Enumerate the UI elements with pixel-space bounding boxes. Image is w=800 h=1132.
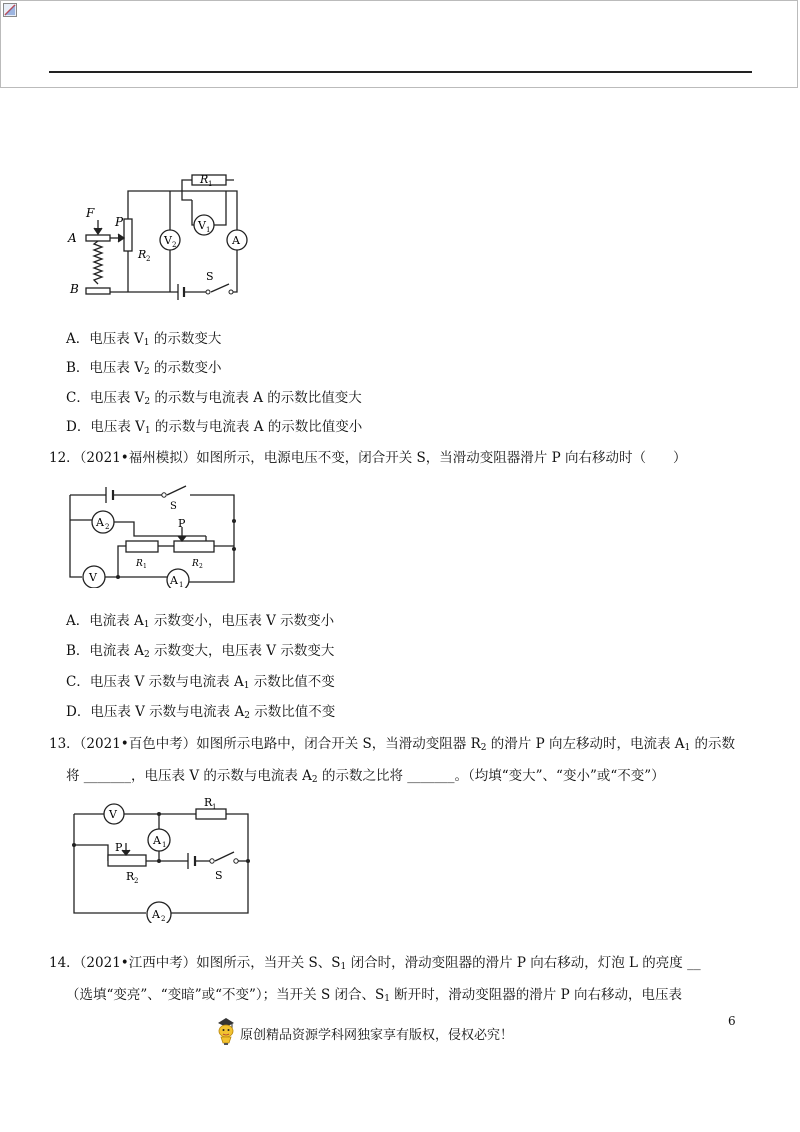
q11-option-d: D．电压表 $V_1$ 的示数与电流表 A 的示数比值变小 xyxy=(66,419,363,436)
svg-text:R: R xyxy=(136,559,143,569)
q12-option-c: C．电压表 V 示数与电流表 $A_1$ 示数比值不变 xyxy=(66,674,335,691)
q13-stem-line1: 13．（2021•百色中考）如图所示电路中，闭合开关 S，当滑动变阻器 $R_2$ 的滑片 P 向左移动时，电流表 $A_1$ 的示数 xyxy=(49,736,736,753)
svg-text:R: R xyxy=(192,559,199,569)
q11-circuit-diagram xyxy=(66,168,256,302)
label-V2: V xyxy=(164,234,172,247)
svg-text:2: 2 xyxy=(172,241,177,249)
svg-text:V: V xyxy=(109,808,117,821)
svg-text:1: 1 xyxy=(143,563,147,570)
label-A-meter: A xyxy=(232,234,240,247)
document-icon xyxy=(3,3,17,17)
svg-text:1: 1 xyxy=(208,180,213,188)
svg-text:R: R xyxy=(204,796,213,809)
mascot-icon xyxy=(212,1016,240,1046)
svg-text:2: 2 xyxy=(105,523,110,531)
label-S: S xyxy=(206,270,214,283)
q14-stem-line1: 14．（2021•江西中考）如图所示，当开关 S、$S_1$ 闭合时，滑动变阻器的滑片 P 向右移动，灯泡 L 的亮度 __ xyxy=(49,955,701,972)
svg-text:A: A xyxy=(153,834,161,847)
page-header xyxy=(0,0,798,88)
svg-text:1: 1 xyxy=(179,581,184,588)
svg-text:A: A xyxy=(170,574,178,587)
svg-text:P: P xyxy=(115,841,123,854)
q12-option-d: D．电压表 V 示数与电流表 $A_2$ 示数比值不变 xyxy=(66,704,336,721)
header-rule xyxy=(49,71,752,73)
svg-text:1: 1 xyxy=(212,803,217,811)
svg-text:1: 1 xyxy=(206,226,211,234)
q14-stem-line2: （选填“变亮”、“变暗”或“不变”）；当开关 S 闭合、$S_1$ 断开时，滑动变阻器的滑片 P 向右移动，电压表 xyxy=(66,987,682,1004)
svg-text:A: A xyxy=(96,516,104,529)
page-number: 6 xyxy=(728,1014,736,1028)
label-R2: R xyxy=(138,248,147,261)
svg-text:1: 1 xyxy=(162,841,167,849)
q12-option-b: B．电流表 $A_2$ 示数变大，电压表 V 示数变大 xyxy=(66,643,335,660)
svg-text:R: R xyxy=(126,870,135,883)
svg-text:2: 2 xyxy=(134,877,139,885)
svg-text:S: S xyxy=(215,869,223,882)
svg-text:2: 2 xyxy=(146,255,151,263)
label-V1: V xyxy=(198,219,206,232)
svg-text:P: P xyxy=(178,517,186,530)
q12-circuit-diagram xyxy=(66,478,241,588)
svg-text:A: A xyxy=(152,908,160,921)
q12-option-a: A．电流表 $A_1$ 示数变小，电压表 V 示数变小 xyxy=(66,613,335,630)
label-A: A xyxy=(68,231,77,245)
label-F: F xyxy=(86,206,95,220)
q12-stem: 12．（2021•福州模拟）如图所示，电源电压不变，闭合开关 S，当滑动变阻器滑片 P 向右移动时（ ） xyxy=(49,450,687,466)
q11-option-b: B．电压表 $V_2$ 的示数变小 xyxy=(66,360,222,377)
q13-stem-line2: 将 _______，电压表 V 的示数与电流表 $A_2$ 的示数之比将 _______。（均填“变大”、“变小”或“不变”） xyxy=(66,768,665,785)
label-R1: R xyxy=(200,173,209,186)
label-P: P xyxy=(115,215,124,229)
svg-text:V: V xyxy=(89,571,97,584)
svg-text:2: 2 xyxy=(199,563,203,570)
q11-option-c: C．电压表 $V_2$ 的示数与电流表 A 的示数比值变大 xyxy=(66,390,362,407)
footer-copyright: 原创精品资源学科网独家享有版权，侵权必究！ xyxy=(240,1028,514,1043)
q11-option-a: A．电压表 $V_1$ 的示数变大 xyxy=(66,331,222,348)
svg-text:S: S xyxy=(170,501,177,512)
svg-text:2: 2 xyxy=(161,915,166,923)
label-B: B xyxy=(70,282,79,296)
q13-circuit-diagram xyxy=(70,793,255,923)
